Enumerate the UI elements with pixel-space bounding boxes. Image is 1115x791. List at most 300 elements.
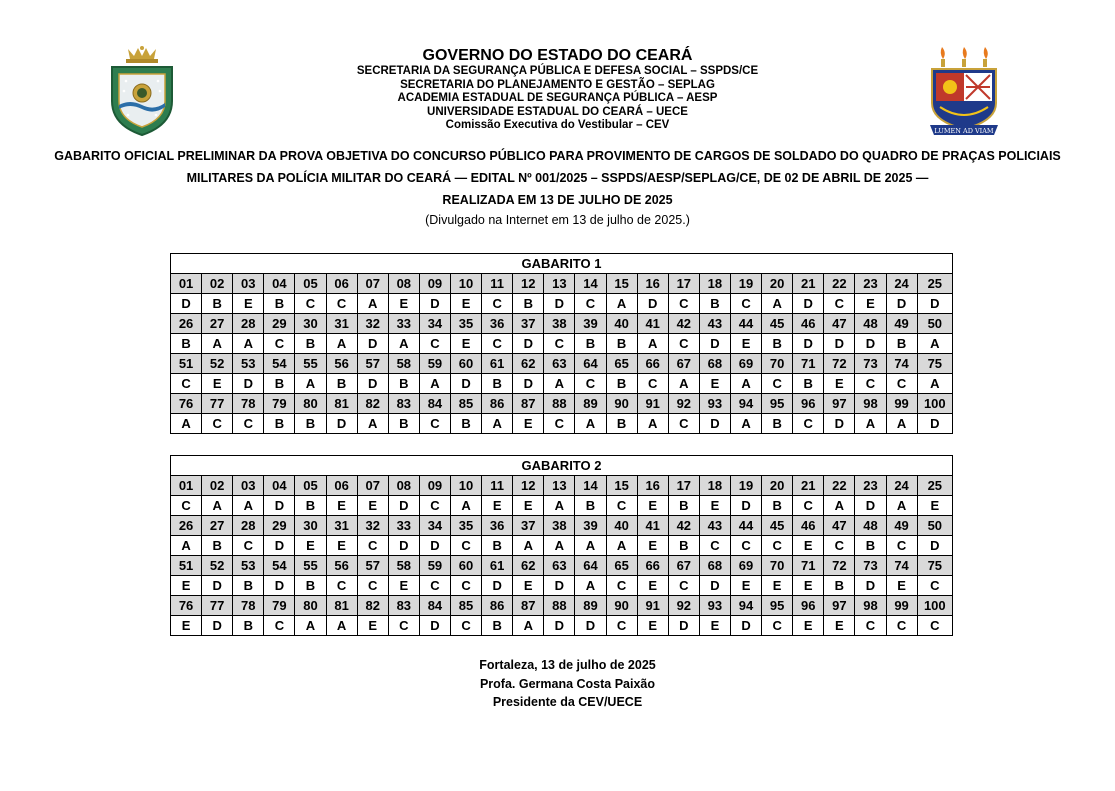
answer-letter: D <box>544 576 575 596</box>
answer-letter: A <box>295 374 326 394</box>
answer-row <box>171 414 953 434</box>
answer-letter: D <box>171 294 202 314</box>
answer-letter: D <box>419 536 450 556</box>
ceara-coat-of-arms-logo <box>108 45 176 137</box>
question-number: 48 <box>855 516 886 536</box>
answer-row <box>171 496 953 516</box>
question-number: 68 <box>699 556 730 576</box>
question-number: 21 <box>793 476 824 496</box>
answer-letter: A <box>606 536 637 556</box>
question-number: 13 <box>544 476 575 496</box>
answer-letter: C <box>637 374 668 394</box>
question-number: 33 <box>388 516 419 536</box>
document-header <box>330 47 785 133</box>
question-number: 26 <box>171 314 202 334</box>
answer-letter: C <box>419 496 450 516</box>
question-number: 71 <box>793 354 824 374</box>
answer-letter: C <box>233 536 264 556</box>
answer-letter: A <box>388 334 419 354</box>
question-number: 15 <box>606 476 637 496</box>
answer-letter: A <box>917 334 952 354</box>
answer-letter: B <box>264 294 295 314</box>
answer-letter: C <box>855 616 886 636</box>
question-number-row <box>171 354 953 374</box>
question-number: 28 <box>233 314 264 334</box>
answer-letter: D <box>388 536 419 556</box>
question-number: 36 <box>482 516 513 536</box>
answer-letter: E <box>793 536 824 556</box>
answer-letter: D <box>699 334 730 354</box>
question-number: 92 <box>668 394 699 414</box>
answer-letter: E <box>886 576 917 596</box>
question-number-row <box>171 394 953 414</box>
answer-letter: D <box>699 414 730 434</box>
question-number: 04 <box>264 274 295 294</box>
answer-letter: A <box>171 414 202 434</box>
answer-letter: E <box>730 576 761 596</box>
question-number: 05 <box>295 476 326 496</box>
answer-letter: C <box>171 496 202 516</box>
answer-letter: B <box>388 414 419 434</box>
question-number: 47 <box>824 516 855 536</box>
question-number: 72 <box>824 354 855 374</box>
question-number: 18 <box>699 476 730 496</box>
answer-letter: A <box>544 374 575 394</box>
question-number: 81 <box>326 596 357 616</box>
question-number: 02 <box>202 476 233 496</box>
question-number: 22 <box>824 476 855 496</box>
answer-letter: E <box>357 496 388 516</box>
question-number: 19 <box>730 476 761 496</box>
question-number: 44 <box>730 516 761 536</box>
answer-letter: E <box>855 294 886 314</box>
answer-letter: D <box>326 414 357 434</box>
question-number: 57 <box>357 556 388 576</box>
answer-letter: C <box>326 294 357 314</box>
answer-letter: B <box>202 536 233 556</box>
header-line-1: SECRETARIA DA SEGURANÇA PÚBLICA E DEFESA SOCIAL – SSPDS/CE <box>356 65 759 77</box>
question-number: 66 <box>637 556 668 576</box>
answer-letter: E <box>388 576 419 596</box>
answer-letter: D <box>917 414 952 434</box>
header-line-4: UNIVERSIDADE ESTADUAL DO CEARÁ – UECE <box>427 105 688 118</box>
answer-key-table-1 <box>170 253 953 434</box>
question-number: 23 <box>855 274 886 294</box>
answer-row <box>171 536 953 556</box>
answer-letter: C <box>544 414 575 434</box>
question-number: 10 <box>450 274 481 294</box>
question-number: 30 <box>295 516 326 536</box>
answer-letter: D <box>233 374 264 394</box>
question-number: 55 <box>295 556 326 576</box>
answer-letter: A <box>668 374 699 394</box>
answer-letter: E <box>730 334 761 354</box>
answer-letter: C <box>482 334 513 354</box>
answer-letter: B <box>482 536 513 556</box>
question-number: 49 <box>886 516 917 536</box>
answer-letter: A <box>202 496 233 516</box>
question-number: 54 <box>264 556 295 576</box>
question-number: 42 <box>668 314 699 334</box>
question-number: 17 <box>668 274 699 294</box>
question-number: 12 <box>513 476 544 496</box>
question-number: 76 <box>171 394 202 414</box>
question-number: 76 <box>171 596 202 616</box>
question-number: 85 <box>450 394 481 414</box>
answer-letter: A <box>575 576 606 596</box>
answer-row <box>171 616 953 636</box>
question-number: 96 <box>793 596 824 616</box>
question-number: 17 <box>668 476 699 496</box>
answer-letter: E <box>762 576 793 596</box>
answer-letter: C <box>450 536 481 556</box>
question-number: 71 <box>793 556 824 576</box>
question-number: 52 <box>202 354 233 374</box>
question-number: 86 <box>482 596 513 616</box>
answer-letter: A <box>513 536 544 556</box>
question-number: 89 <box>575 394 606 414</box>
answer-letter: D <box>357 334 388 354</box>
answer-letter: D <box>419 616 450 636</box>
answer-letter: B <box>295 576 326 596</box>
answer-letter: C <box>575 374 606 394</box>
answer-letter: B <box>295 414 326 434</box>
question-number: 61 <box>482 354 513 374</box>
answer-letter: E <box>388 294 419 314</box>
question-number: 95 <box>762 394 793 414</box>
question-number: 69 <box>730 354 761 374</box>
answer-letter: E <box>450 294 481 314</box>
question-number-row <box>171 556 953 576</box>
question-number: 08 <box>388 476 419 496</box>
question-number: 02 <box>202 274 233 294</box>
answer-letter: C <box>419 334 450 354</box>
question-number: 28 <box>233 516 264 536</box>
answer-letter: E <box>699 496 730 516</box>
question-number-row <box>171 274 953 294</box>
answer-letter: B <box>668 536 699 556</box>
question-number: 51 <box>171 556 202 576</box>
answer-letter: B <box>295 334 326 354</box>
answer-row <box>171 374 953 394</box>
answer-letter: D <box>699 576 730 596</box>
answer-letter: E <box>793 576 824 596</box>
question-number: 25 <box>917 274 952 294</box>
answer-letter: A <box>326 616 357 636</box>
answer-letter: D <box>202 576 233 596</box>
question-number: 85 <box>450 596 481 616</box>
title-line-1: GABARITO OFICIAL PRELIMINAR DA PROVA OBJETIVA DO CONCURSO PÚBLICO PARA PROVIMENTO DE CARGOS DE SOLDADO DO QUADRO DE PRAÇAS POLICIAIS <box>54 149 1061 163</box>
answer-letter: B <box>762 414 793 434</box>
question-number: 51 <box>171 354 202 374</box>
answer-letter: D <box>637 294 668 314</box>
question-number: 24 <box>886 274 917 294</box>
question-number: 70 <box>762 556 793 576</box>
answer-letter: C <box>357 576 388 596</box>
answer-letter: D <box>264 576 295 596</box>
title-line-2: MILITARES DA POLÍCIA MILITAR DO CEARÁ — EDITAL Nº 001/2025 – SSPDS/AESP/SEPLAG/CE, DE 02 DE ABRIL DE 2025 — <box>186 171 929 185</box>
question-number: 60 <box>450 354 481 374</box>
signer-role: Presidente da CEV/UECE <box>492 695 643 709</box>
question-number: 46 <box>793 314 824 334</box>
answer-letter: E <box>824 616 855 636</box>
answer-letter: C <box>264 616 295 636</box>
question-number: 36 <box>482 314 513 334</box>
answer-letter: E <box>699 616 730 636</box>
answer-letter: D <box>917 536 952 556</box>
question-number: 56 <box>326 354 357 374</box>
answer-letter: D <box>824 414 855 434</box>
answer-letter: C <box>419 414 450 434</box>
question-number: 14 <box>575 476 606 496</box>
question-number-row <box>171 314 953 334</box>
government-title: GOVERNO DO ESTADO DO CEARÁ <box>422 47 693 64</box>
question-number: 18 <box>699 274 730 294</box>
question-number: 74 <box>886 354 917 374</box>
answer-letter: D <box>793 334 824 354</box>
answer-letter: C <box>699 536 730 556</box>
answer-letter: B <box>450 414 481 434</box>
question-number: 39 <box>575 314 606 334</box>
question-number: 82 <box>357 596 388 616</box>
question-number: 58 <box>388 556 419 576</box>
question-number: 82 <box>357 394 388 414</box>
question-number: 24 <box>886 476 917 496</box>
question-number: 67 <box>668 556 699 576</box>
answer-letter: D <box>730 496 761 516</box>
question-number: 92 <box>668 596 699 616</box>
answer-letter: A <box>202 334 233 354</box>
answer-letter: A <box>357 294 388 314</box>
answer-letter: C <box>606 616 637 636</box>
question-number: 74 <box>886 556 917 576</box>
answer-letter: D <box>793 294 824 314</box>
question-number: 78 <box>233 596 264 616</box>
question-number: 29 <box>264 314 295 334</box>
question-number: 20 <box>762 274 793 294</box>
question-number: 81 <box>326 394 357 414</box>
answer-letter: B <box>575 334 606 354</box>
answer-letter: E <box>171 576 202 596</box>
answer-letter: A <box>513 616 544 636</box>
answer-letter: D <box>513 374 544 394</box>
answer-letter: A <box>482 414 513 434</box>
answer-letter: C <box>793 496 824 516</box>
question-number: 90 <box>606 596 637 616</box>
question-number: 64 <box>575 556 606 576</box>
answer-letter: C <box>450 616 481 636</box>
question-number: 07 <box>357 274 388 294</box>
answer-letter: C <box>544 334 575 354</box>
answer-letter: C <box>917 576 952 596</box>
question-number: 42 <box>668 516 699 536</box>
answer-letter: D <box>730 616 761 636</box>
question-number: 12 <box>513 274 544 294</box>
answer-letter: C <box>886 374 917 394</box>
question-number: 65 <box>606 556 637 576</box>
question-number: 03 <box>233 476 264 496</box>
answer-letter: E <box>637 496 668 516</box>
question-number: 14 <box>575 274 606 294</box>
question-number: 98 <box>855 596 886 616</box>
answer-letter: A <box>730 374 761 394</box>
answer-letter: E <box>793 616 824 636</box>
question-number: 80 <box>295 596 326 616</box>
question-number: 59 <box>419 354 450 374</box>
question-number: 30 <box>295 314 326 334</box>
answer-letter: C <box>855 374 886 394</box>
answer-letter: A <box>886 414 917 434</box>
question-number: 06 <box>326 274 357 294</box>
question-number: 37 <box>513 516 544 536</box>
answer-letter: D <box>668 616 699 636</box>
answer-letter: B <box>295 496 326 516</box>
answer-letter: E <box>824 374 855 394</box>
answer-letter: D <box>544 294 575 314</box>
answer-letter: D <box>855 334 886 354</box>
answer-letter: C <box>202 414 233 434</box>
answer-letter: C <box>450 576 481 596</box>
answer-letter: B <box>668 496 699 516</box>
question-number: 50 <box>917 516 952 536</box>
question-number: 91 <box>637 394 668 414</box>
question-number: 72 <box>824 556 855 576</box>
question-number: 47 <box>824 314 855 334</box>
answer-letter: B <box>886 334 917 354</box>
question-number: 23 <box>855 476 886 496</box>
question-number: 88 <box>544 394 575 414</box>
answer-letter: C <box>730 536 761 556</box>
question-number: 87 <box>513 596 544 616</box>
question-number: 73 <box>855 354 886 374</box>
answer-row <box>171 294 953 314</box>
answer-letter: C <box>171 374 202 394</box>
question-number: 86 <box>482 394 513 414</box>
answer-letter: E <box>513 576 544 596</box>
question-number: 94 <box>730 596 761 616</box>
question-number: 39 <box>575 516 606 536</box>
answer-letter: D <box>824 334 855 354</box>
question-number: 35 <box>450 314 481 334</box>
question-number: 01 <box>171 274 202 294</box>
answer-letter: A <box>544 496 575 516</box>
answer-row <box>171 576 953 596</box>
answer-letter: B <box>264 374 295 394</box>
answer-letter: D <box>357 374 388 394</box>
answer-letter: C <box>357 536 388 556</box>
question-number: 68 <box>699 354 730 374</box>
title-line-3: REALIZADA EM 13 DE JULHO DE 2025 <box>442 193 673 207</box>
answer-letter: B <box>699 294 730 314</box>
uece-crest-logo <box>928 45 1000 141</box>
answer-letter: A <box>730 414 761 434</box>
question-number: 22 <box>824 274 855 294</box>
table-caption: GABARITO 2 <box>171 456 953 476</box>
answer-letter: C <box>793 414 824 434</box>
answer-letter: D <box>482 576 513 596</box>
answer-letter: E <box>513 414 544 434</box>
question-number: 65 <box>606 354 637 374</box>
question-number: 09 <box>419 274 450 294</box>
answer-letter: B <box>762 334 793 354</box>
answer-letter: D <box>450 374 481 394</box>
answer-letter: E <box>357 616 388 636</box>
question-number: 37 <box>513 314 544 334</box>
answer-letter: C <box>762 616 793 636</box>
answer-letter: C <box>482 294 513 314</box>
question-number: 94 <box>730 394 761 414</box>
answer-letter: D <box>855 496 886 516</box>
answer-letter: D <box>419 294 450 314</box>
answer-letter: A <box>855 414 886 434</box>
question-number: 44 <box>730 314 761 334</box>
question-number: 21 <box>793 274 824 294</box>
answer-letter: A <box>575 536 606 556</box>
question-number: 70 <box>762 354 793 374</box>
answer-letter: D <box>202 616 233 636</box>
answer-letter: C <box>606 496 637 516</box>
question-number: 57 <box>357 354 388 374</box>
answer-letter: D <box>264 536 295 556</box>
question-number: 90 <box>606 394 637 414</box>
question-number: 40 <box>606 314 637 334</box>
question-number: 77 <box>202 394 233 414</box>
question-number: 63 <box>544 556 575 576</box>
answer-letter: C <box>762 374 793 394</box>
answer-letter: C <box>668 576 699 596</box>
answer-letter: B <box>575 496 606 516</box>
question-number: 87 <box>513 394 544 414</box>
question-number: 27 <box>202 314 233 334</box>
answer-row <box>171 334 953 354</box>
answer-letter: E <box>450 334 481 354</box>
answer-letter: C <box>824 294 855 314</box>
answer-letter: E <box>699 374 730 394</box>
question-number: 43 <box>699 516 730 536</box>
header-line-5: Comissão Executiva do Vestibular – CEV <box>445 119 670 132</box>
question-number: 45 <box>762 314 793 334</box>
answer-letter: E <box>917 496 952 516</box>
answer-letter: A <box>326 334 357 354</box>
question-number: 79 <box>264 394 295 414</box>
question-number: 60 <box>450 556 481 576</box>
question-number: 09 <box>419 476 450 496</box>
answer-letter: A <box>419 374 450 394</box>
answer-letter: A <box>917 374 952 394</box>
question-number: 100 <box>917 394 952 414</box>
answer-letter: C <box>668 334 699 354</box>
answer-letter: A <box>171 536 202 556</box>
answer-letter: C <box>824 536 855 556</box>
question-number: 54 <box>264 354 295 374</box>
question-number: 27 <box>202 516 233 536</box>
answer-letter: C <box>264 334 295 354</box>
question-number: 48 <box>855 314 886 334</box>
answer-letter: C <box>388 616 419 636</box>
question-number: 34 <box>419 516 450 536</box>
answer-letter: E <box>637 576 668 596</box>
question-number: 99 <box>886 596 917 616</box>
answer-letter: A <box>606 294 637 314</box>
question-number: 56 <box>326 556 357 576</box>
question-number: 93 <box>699 596 730 616</box>
question-number: 99 <box>886 394 917 414</box>
answer-letter: A <box>295 616 326 636</box>
question-number: 78 <box>233 394 264 414</box>
answer-letter: A <box>233 334 264 354</box>
answer-letter: A <box>637 414 668 434</box>
question-number: 34 <box>419 314 450 334</box>
